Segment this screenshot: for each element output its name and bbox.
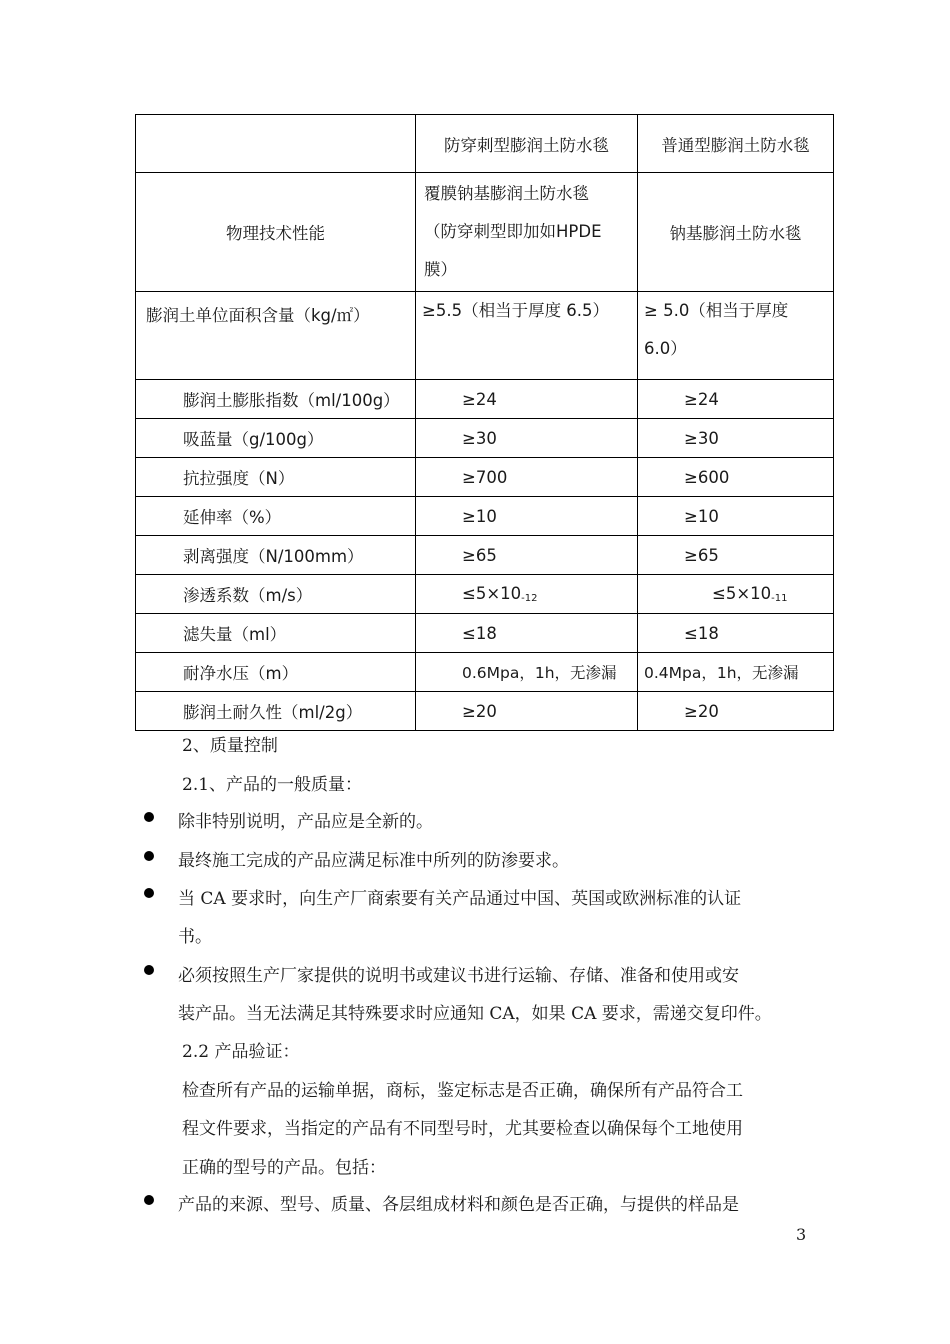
row-value-normal: ≥65 (638, 536, 834, 575)
table-row (136, 292, 834, 380)
row-value-puncture: ≥65 (416, 536, 638, 575)
table-row (136, 536, 834, 575)
row-value-puncture: ≥700 (416, 458, 638, 497)
row-value-puncture: ≤18 (416, 614, 638, 653)
row-value-puncture: ≥24 (416, 380, 638, 419)
table-row (136, 692, 834, 731)
puncture-subtype-line: 覆膜钠基膨润土防水毯 (424, 184, 589, 203)
perm-base: ≤5×10 (462, 584, 522, 603)
table-row (136, 614, 834, 653)
paragraph-line: 正确的型号的产品。包括： (182, 1158, 386, 1178)
row-label: 抗拉强度（N） (136, 458, 416, 497)
table-row (136, 653, 834, 692)
row-value-normal: ≥20 (638, 692, 834, 731)
row-label: 膨润土单位面积含量（kg/㎡） (136, 292, 416, 380)
heading-product-verification: 2.2 产品验证： (182, 1042, 300, 1062)
perm-exponent: -11 (771, 593, 788, 604)
row-value-normal: ≥30 (638, 419, 834, 458)
row-value-puncture: ≥5.5（相当于厚度 6.5） (416, 292, 638, 380)
bullet-dot (144, 888, 154, 898)
table-header-row (136, 115, 834, 173)
bullet-text: 产品的来源、型号、质量、各层组成材料和颜色是否正确，与提供的样品是 (178, 1195, 739, 1215)
row-label: 滤失量（ml） (136, 614, 416, 653)
row-value-normal: ≥24 (638, 380, 834, 419)
bullet-dot (144, 965, 154, 975)
table-row (136, 458, 834, 497)
row-label: 膨润土耐久性（ml/2g） (136, 692, 416, 731)
bullet-text: 当 CA 要求时，向生产厂商索要有关产品通过中国、英国或欧洲标准的认证 (178, 889, 742, 909)
normal-subtype-cell: 钠基膨润土防水毯 (638, 173, 834, 292)
row-label: 耐净水压（m） (136, 653, 416, 692)
row-label: 膨润土膨胀指数（ml/100g） (136, 380, 416, 419)
page-number: 3 (796, 1225, 807, 1244)
row-value-line: 6.0） (644, 339, 687, 358)
row-value-normal (638, 575, 834, 614)
row-value-normal: ≥600 (638, 458, 834, 497)
puncture-subtype-line: 膜） (424, 260, 457, 279)
paragraph-line: 检查所有产品的运输单据，商标，鉴定标志是否正确，确保所有产品符合工 (182, 1081, 743, 1101)
row-value-puncture: ≥30 (416, 419, 638, 458)
bullet-text-continued: 装产品。当无法满足其特殊要求时应通知 CA，如果 CA 要求，需递交复印件。 (178, 1004, 772, 1024)
header-puncture-type: 防穿刺型膨润土防水毯 (416, 115, 638, 173)
puncture-subtype-cell (416, 173, 638, 292)
row-value-puncture: ≥10 (416, 497, 638, 536)
perm-base: ≤5×10 (712, 584, 772, 603)
bullet-text: 最终施工完成的产品应满足标准中所列的防渗要求。 (178, 851, 569, 871)
row-value-puncture (416, 575, 638, 614)
bullet-text-continued: 书。 (178, 927, 212, 947)
table-row (136, 419, 834, 458)
puncture-subtype-line: （防穿刺型即加如HPDE (424, 222, 602, 241)
row-label: 延伸率（%） (136, 497, 416, 536)
row-label: 渗透系数（m/s） (136, 575, 416, 614)
header-blank-cell (136, 115, 416, 173)
row-value-line: ≥ 5.0（相当于厚度 (644, 301, 789, 320)
row-value-puncture: ≥20 (416, 692, 638, 731)
bullet-dot (144, 1195, 154, 1205)
bullet-text: 除非特别说明，产品应是全新的。 (178, 812, 433, 832)
physical-performance-label: 物理技术性能 (136, 173, 416, 292)
row-value-normal: ≥10 (638, 497, 834, 536)
table-row (136, 497, 834, 536)
table-subtype-row (136, 173, 834, 292)
perm-exponent: -12 (521, 593, 538, 604)
table-row-permeability (136, 575, 834, 614)
row-value-normal: 0.4Mpa，1h，无渗漏 (638, 653, 834, 692)
row-value-puncture: 0.6Mpa，1h，无渗漏 (416, 653, 638, 692)
paragraph-line: 程文件要求，当指定的产品有不同型号时，尤其要检查以确保每个工地使用 (182, 1119, 743, 1139)
bullet-dot (144, 851, 154, 861)
row-value-normal: ≤18 (638, 614, 834, 653)
spec-table (135, 114, 834, 731)
table-row (136, 380, 834, 419)
row-label: 剥离强度（N/100mm） (136, 536, 416, 575)
row-value-normal (638, 292, 834, 380)
heading-general-quality: 2.1、产品的一般质量： (182, 775, 363, 795)
row-label: 吸蓝量（g/100g） (136, 419, 416, 458)
heading-quality-control: 2、质量控制 (182, 736, 278, 756)
header-normal-type: 普通型膨润土防水毯 (638, 115, 834, 173)
bullet-text: 必须按照生产厂家提供的说明书或建议书进行运输、存储、准备和使用或安 (178, 966, 739, 986)
bullet-dot (144, 812, 154, 822)
